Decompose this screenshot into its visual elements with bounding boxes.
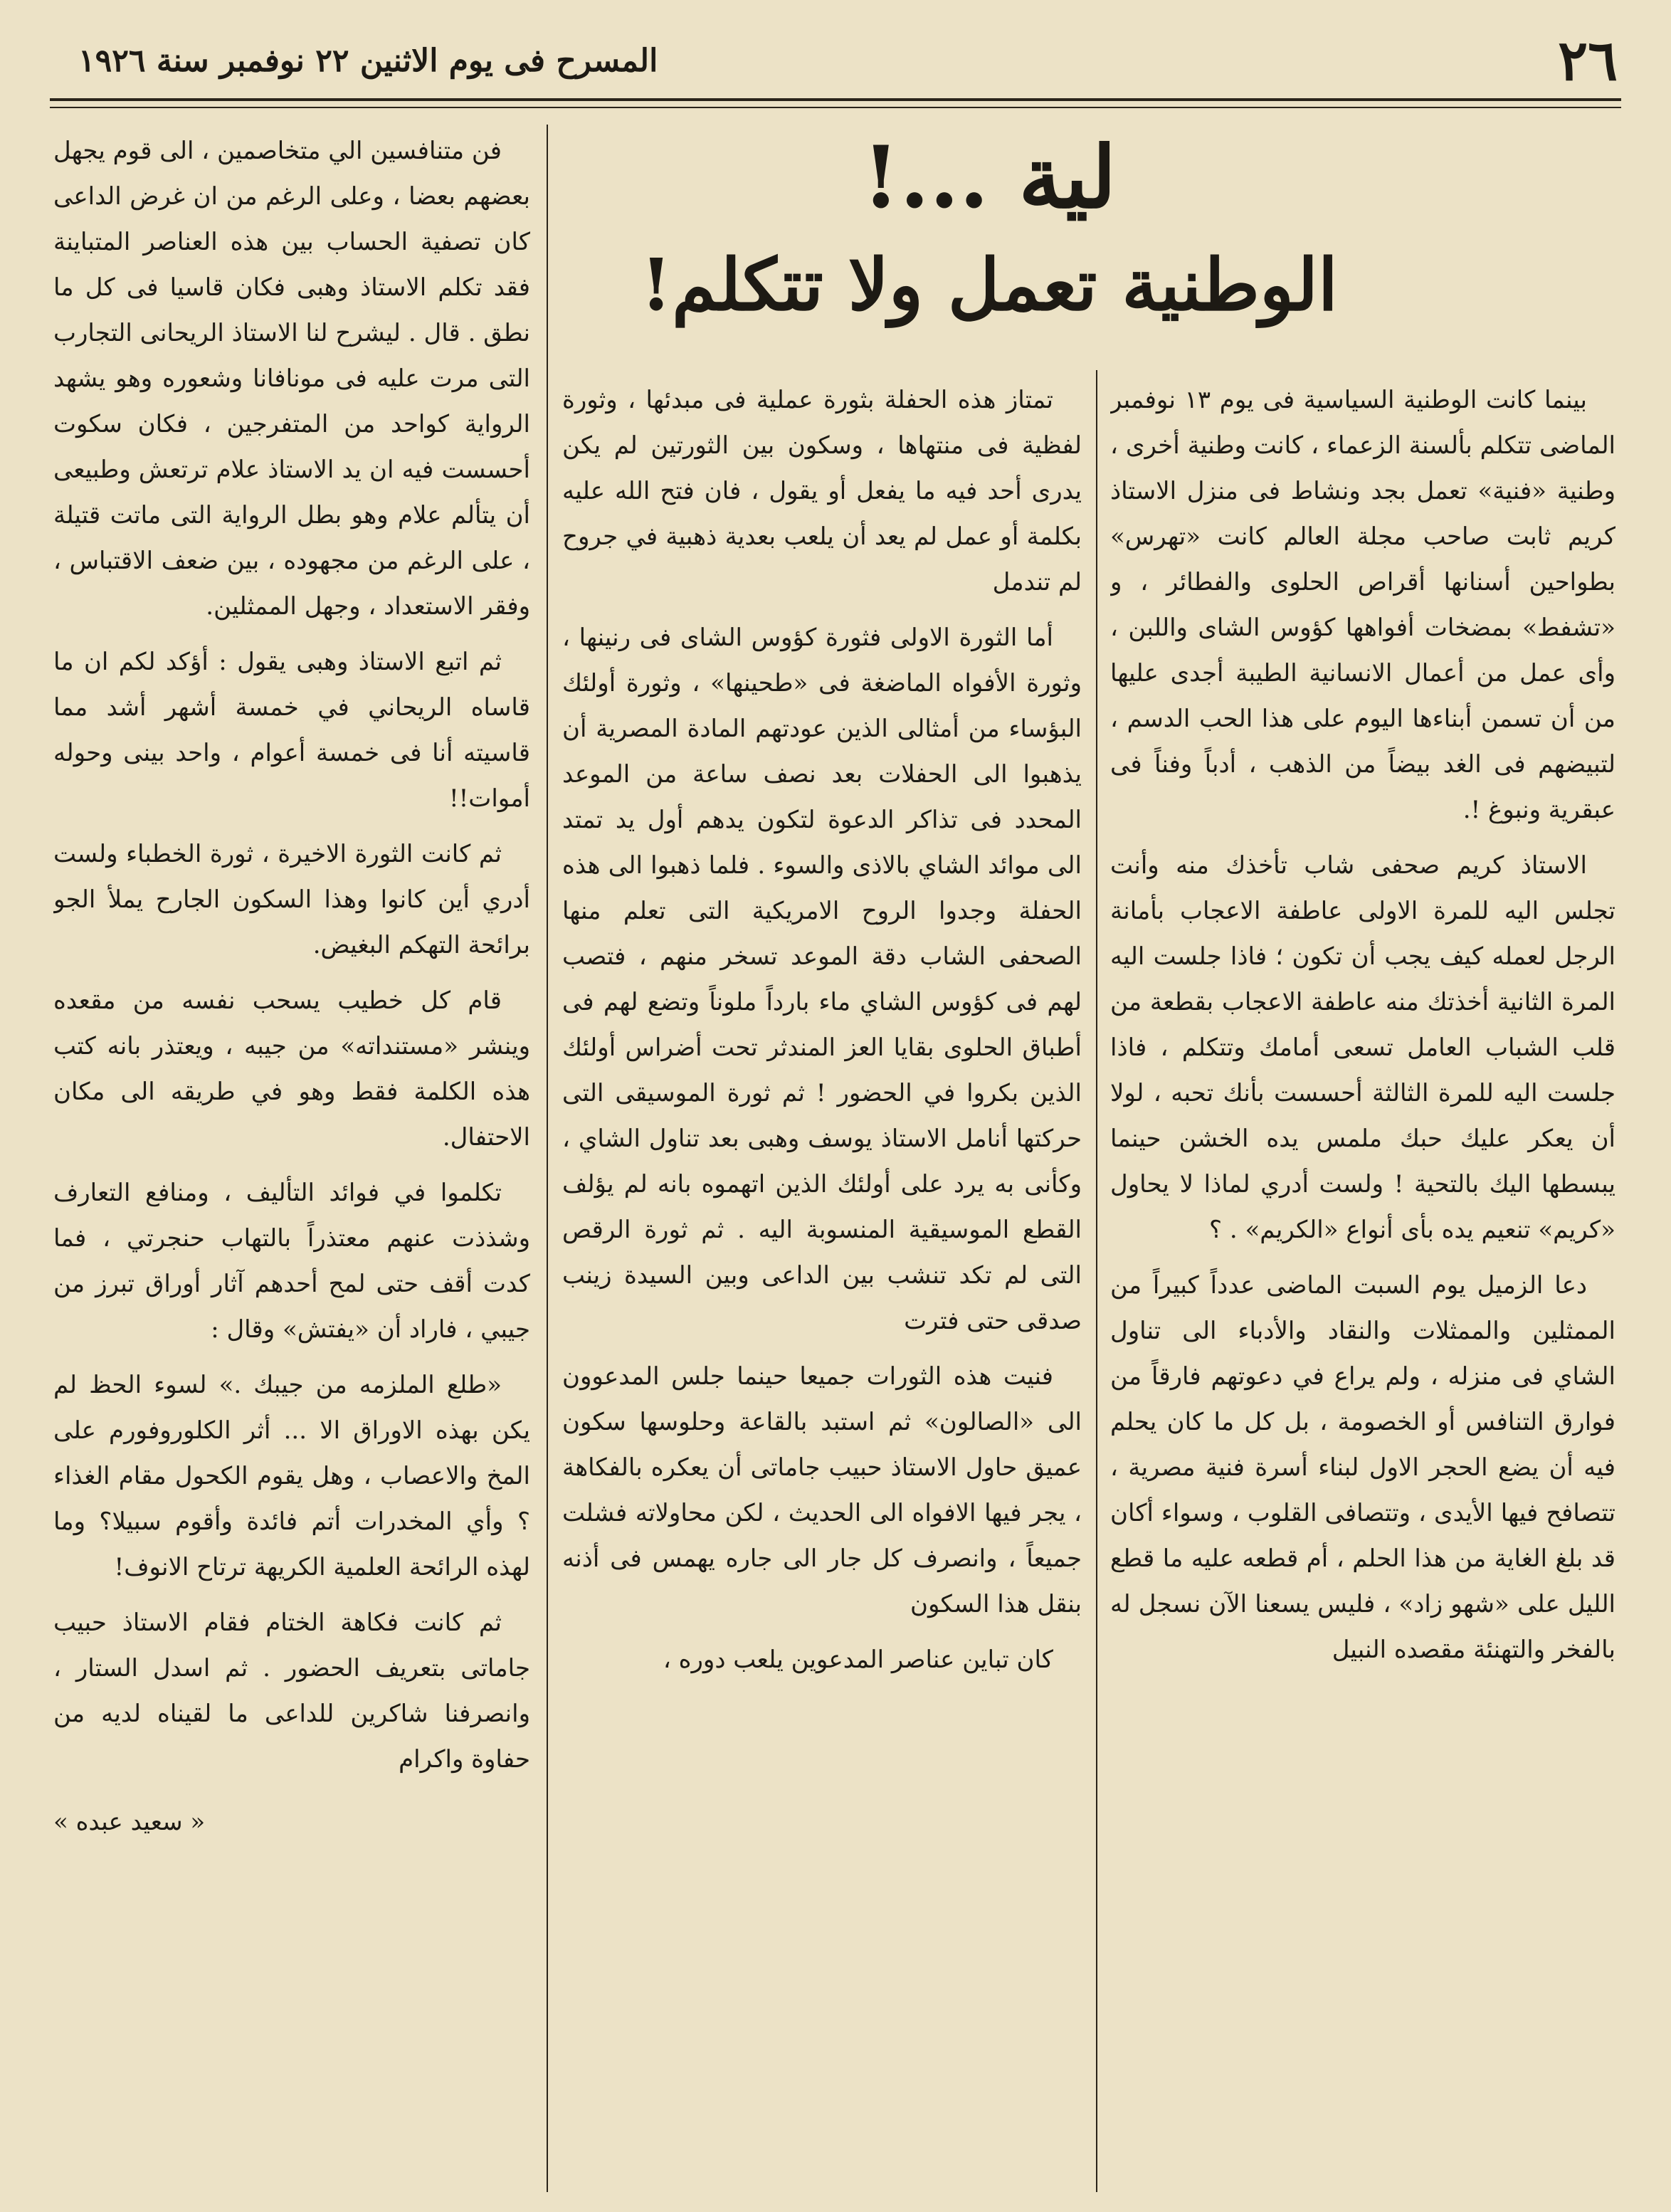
- paragraph: فنيت هذه الثورات جميعا حينما جلس المدعوون الى «الصالون» ثم استبد بالقاعة وحلوسها سكون عميق حاول الاستاذ حبيب جاماتى أن يعكره بالفكاهة ، يجر فيها الافواه الى الحديث ، لكن محاولاته فشلت جميعاً ، وانصرف كل جار الى جاره يهمس فى أذنه بنقل هذا السكون: [562, 1362, 1082, 1618]
- paragraph: «طلع الملزمه من جيبك .» لسوء الحظ لم يكن بهذه الاوراق الا ... أثر الكلوروفورم على المخ والاعصاب ، وهل يقوم الكحول مقام الغذاء ؟ وأي المخدرات أتم فائدة وأقوم سبيلا؟ وما لهذه الرائحة العلمية الكريهة ترتاح الانوف!: [53, 1371, 530, 1581]
- column-left: [53, 128, 530, 2199]
- article-title-line2: الوطنية تعمل ولا تتكلم!: [641, 243, 1338, 327]
- paragraph: ثم اتبع الاستاذ وهبى يقول : أؤكد لكم ان ما قاساه الريحاني في خمسة أشهر أشد مما قاسيته أنا فى خمسة أعوام ، واحد بينى وحوله أموات!!: [53, 648, 530, 813]
- author-signature: « سعيد عبده »: [53, 1808, 206, 1836]
- column-divider-left: [547, 125, 548, 2192]
- page-number: ٢٦: [1558, 28, 1618, 93]
- header-title: المسرح فى يوم الاثنين ٢٢ نوفمبر سنة ١٩٢٦: [78, 42, 658, 79]
- paragraph: الاستاذ كريم صحفى شاب تأخذك منه وأنت تجلس اليه للمرة الاولى عاطفة الاعجاب بأمانة الرجل لعمله كيف يجب أن تكون ؛ فاذا جلست اليه المرة الثانية أخذتك منه عاطفة الاعجاب بقطعة من قلب الشباب العامل تسعى أمامك وتتكلم ، فاذا جلست اليه للمرة الثالثة أحسست بأنك تحبه ، لولا أن يعكر عليك حبك ملمس يده الخشن حينما يبسطها اليك بالتحية ! ولست أدري لماذا لا يحاول «كريم» تنعيم يده بأى أنواع «الكريم» . ؟: [1110, 851, 1615, 1244]
- article-title-line1: لية ...!: [862, 127, 1117, 228]
- article-title-block: [562, 125, 1416, 359]
- paragraph: فن متنافسين الي متخاصمين ، الى قوم يجهل بعضهم بعضا ، وعلى الرغم من ان غرض الداعى كان تصفية الحساب بين هذه العناصر المتباينة فقد تكلم الاستاذ وهبى فكان قاسيا فى كل ما نطق . قال . ليشرح لنا الاستاذ الريحانى التجارب التى مرت عليه فى مونافانا وشعوره وهو يشهد الرواية كواحد من المتفرجين ، فكان سكوت أحسست فيه ان يد الاستاذ علام ترتعش وطبيعى أن يتألم علام وهو بطل الرواية التى ماتت قتيلة ، على الرغم من مجهوده ، بين ضعف الاقتباس ، وفقر الاستعداد ، وجهل الممثلين.: [53, 137, 530, 621]
- paragraph: ثم كانت فكاهة الختام فقام الاستاذ حبيب جاماتى بتعريف الحضور . ثم اسدل الستار ، وانصرفنا شاكرين للداعى ما لقيناه لديه من حفاوة واكرام: [53, 1608, 530, 1774]
- paragraph: أما الثورة الاولى فثورة كؤوس الشاى فى رنينها ، وثورة الأفواه الماضغة فى «طحينها» ، وثورة أولئك البؤساء من أمثالى الذين عودتهم المادة المصرية أن يذهبوا الى الحفلات بعد نصف ساعة من الموعد المحدد فى تذاكر الدعوة لتكون يدهم أول يد تمتد الى موائد الشاي بالاذى والسوء . فلما ذهبوا الى هذه الحفلة وجدوا الروح الامريكية التى تعلم منها الصحفى الشاب دقة الموعد تسخر منهم ، فتصب لهم فى كؤوس الشاي ماء بارداً ملوناً وتضع لهم فى أطباق الحلوى بقايا العز المندثر تحت أضراس أولئك الذين بكروا في الحضور ! ثم ثورة الموسيقى التى حركتها أنامل الاستاذ يوسف وهبى بعد تناول الشاي ، وكأنى به يرد على أولئك الذين اتهموه بانه لم يؤلف القطع الموسيقية المنسوبة اليه . ثم ثورة الرقص التى لم تكد تنشب بين الداعى وبين السيدة زينب صدقى حتى فترت: [562, 623, 1082, 1335]
- paragraph: بينما كانت الوطنية السياسية فى يوم ١٣ نوفمبر الماضى تتكلم بألسنة الزعماء ، كانت وطنية أخرى ، وطنية «فنية» تعمل بجد ونشاط فى منزل الاستاذ كريم ثابت صاحب مجلة العالم كانت «تهرس» بطواحين أسنانها أقراص الحلوى والفطائر ، و «تشفط» بمضخات أفواهها كؤوس الشاى واللبن ، وأى عمل من أعمال الانسانية الطيبة أجدى عليها من أن تسمن أبناءها اليوم على هذا الحب الدسم ، لتبيضهم فى الغد بيضاً من الذهب ، أدباً وفناً فى عبقرية ونبوغ !.: [1110, 386, 1615, 824]
- paragraph: كان تباين عناصر المدعوين يلعب دوره ،: [663, 1645, 1053, 1674]
- paragraph: ثم كانت الثورة الاخيرة ، ثورة الخطباء ولست أدري أين كانوا وهذا السكون الجارح يملأ الجو برائحة التهكم البغيض.: [53, 840, 530, 959]
- paragraph: دعا الزميل يوم السبت الماضى عدداً كبيراً من الممثلين والممثلات والنقاد والأدباء الى تناول الشاي فى منزله ، ولم يراع في دعوتهم فارقاً من فوارق التنافس أو الخصومة ، بل كل ما كان يحلم فيه أن يضع الحجر الاول لبناء أسرة فنية مصرية ، تتصافح فيها الأيدى ، وتتصافى القلوب ، وسواء أكان قد بلغ الغاية من هذا الحلم ، أم قطعه عليه ما قطع الليل على «شهو زاد» ، فليس يسعنا الآن نسجل له بالفخر والتهنئة مقصده النبيل: [1110, 1271, 1615, 1664]
- column-middle: [562, 377, 1082, 2199]
- paragraph: تمتاز هذه الحفلة بثورة عملية فى مبدئها ، وثورة لفظية فى منتهاها ، وسكون بين الثورتين لم يكن يدرى أحد فيه ما يفعل أو يقول ، فان فتح الله عليه بكلمة أو عمل لم يعد أن يلعب بعدية ذهبية في جروح لم تندمل: [562, 386, 1082, 596]
- column-right: [1110, 377, 1615, 2199]
- page-header: [50, 21, 1618, 100]
- paragraph: تكلموا في فوائد التأليف ، ومنافع التعارف وشذذت عنهم معتذراً بالتهاب حنجرتي ، فما كدت أقف حتى لمح أحدهم آثار أوراق تبرز من جيبي ، فاراد أن «يفتش» وقال :: [53, 1179, 530, 1344]
- header-rule: [50, 98, 1621, 101]
- column-divider-right: [1096, 370, 1097, 2192]
- paragraph: قام كل خطيب يسحب نفسه من مقعده وينشر «مستنداته» من جيبه ، ويعتذر بانه كتب هذه الكلمة فقط وهو في طريقه الى مكان الاحتفال.: [53, 986, 530, 1152]
- header-rule-thin: [50, 107, 1621, 108]
